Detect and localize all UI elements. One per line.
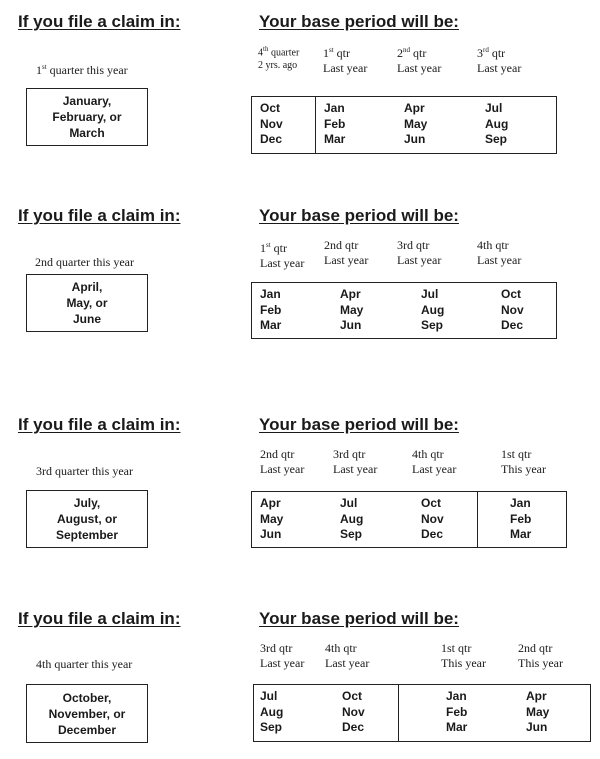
heading-file-claim: If you file a claim in:	[18, 206, 181, 225]
heading-file-claim: If you file a claim in:	[18, 609, 181, 628]
month-column: Jan Feb Mar	[324, 101, 346, 146]
month-column: Jan Feb Mar	[260, 287, 282, 332]
month-column: Jul Aug Sep	[421, 287, 445, 332]
file-month-line: June	[72, 312, 101, 326]
file-quarter-label: 2nd quarter this year	[35, 255, 134, 269]
heading-file-claim: If you file a claim in:	[18, 415, 181, 434]
month-column: Oct Nov Dec	[421, 496, 444, 541]
file-quarter-label: 4th quarter this year	[36, 657, 133, 671]
heading-base-period: Your base period will be:	[259, 206, 459, 225]
file-month-line: May, or	[66, 296, 108, 310]
quarter-header: 3rd qtr Last year	[333, 447, 378, 476]
quarter-header: 4th quarter 2 yrs. ago	[258, 45, 300, 72]
quarter-header: 1st qtr Last year	[323, 46, 368, 75]
box-divider	[315, 97, 316, 153]
file-month-line: January,	[62, 94, 112, 108]
file-month-line: October,	[62, 690, 112, 705]
quarter-header: 4th qtr Last year	[477, 238, 522, 267]
quarter-header: 2nd qtr This year	[518, 641, 563, 670]
month-column: Oct Nov Dec	[342, 689, 365, 734]
base-period-box	[251, 96, 557, 154]
file-months-box	[26, 274, 148, 332]
file-month-line: August, or	[57, 512, 117, 526]
quarter-header: 2nd qtr Last year	[324, 238, 369, 267]
file-month-line: December	[57, 722, 116, 737]
month-column: Jan Feb Mar	[446, 689, 468, 734]
file-month-line: September	[55, 528, 119, 542]
heading-base-period: Your base period will be:	[259, 609, 459, 628]
file-months-box	[26, 490, 148, 548]
quarter-header: 4th qtr Last year	[325, 641, 370, 670]
file-months-box	[26, 88, 148, 146]
quarter-header: 2nd qtr Last year	[397, 46, 442, 75]
month-column: Oct Nov Dec	[260, 101, 283, 146]
quarter-header: 3rd qtr Last year	[260, 641, 305, 670]
heading-base-period: Your base period will be:	[259, 12, 459, 31]
month-column: Oct Nov Dec	[501, 287, 524, 332]
base-period-box	[251, 491, 567, 548]
file-month-line: March	[69, 126, 105, 140]
heading-base-period: Your base period will be:	[259, 415, 459, 434]
month-column: Jan Feb Mar	[510, 496, 532, 541]
month-column: Apr May Jun	[526, 689, 550, 734]
file-quarter-label: 1st quarter this year	[36, 63, 128, 77]
box-divider	[398, 685, 399, 741]
month-column: Jul Aug Sep	[260, 689, 284, 734]
quarter-header: 2nd qtr Last year	[260, 447, 305, 476]
quarter-header: 1st qtr This year	[441, 641, 486, 670]
file-month-line: April,	[71, 280, 103, 294]
box-divider	[477, 492, 478, 547]
quarter-header: 3rd qtr Last year	[397, 238, 442, 267]
base-period-box	[251, 282, 557, 339]
file-month-line: February, or	[52, 110, 122, 124]
quarter-header: 1st qtr This year	[501, 447, 546, 476]
base-period-box	[253, 684, 591, 742]
month-column: Jul Aug Sep	[340, 496, 364, 541]
file-month-line: July,	[73, 496, 101, 510]
file-quarter-label: 3rd quarter this year	[36, 464, 133, 478]
file-month-line: November, or	[48, 706, 126, 721]
month-column: Apr May Jun	[404, 101, 428, 146]
month-column: Jul Aug Sep	[485, 101, 509, 146]
file-months-box	[26, 684, 148, 743]
month-column: Apr May Jun	[340, 287, 364, 332]
month-column: Apr May Jun	[260, 496, 284, 541]
heading-file-claim: If you file a claim in:	[18, 12, 181, 31]
quarter-header: 4th qtr Last year	[412, 447, 457, 476]
quarter-header: 3rd qtr Last year	[477, 46, 522, 75]
quarter-header: 1st qtr Last year	[260, 241, 305, 270]
